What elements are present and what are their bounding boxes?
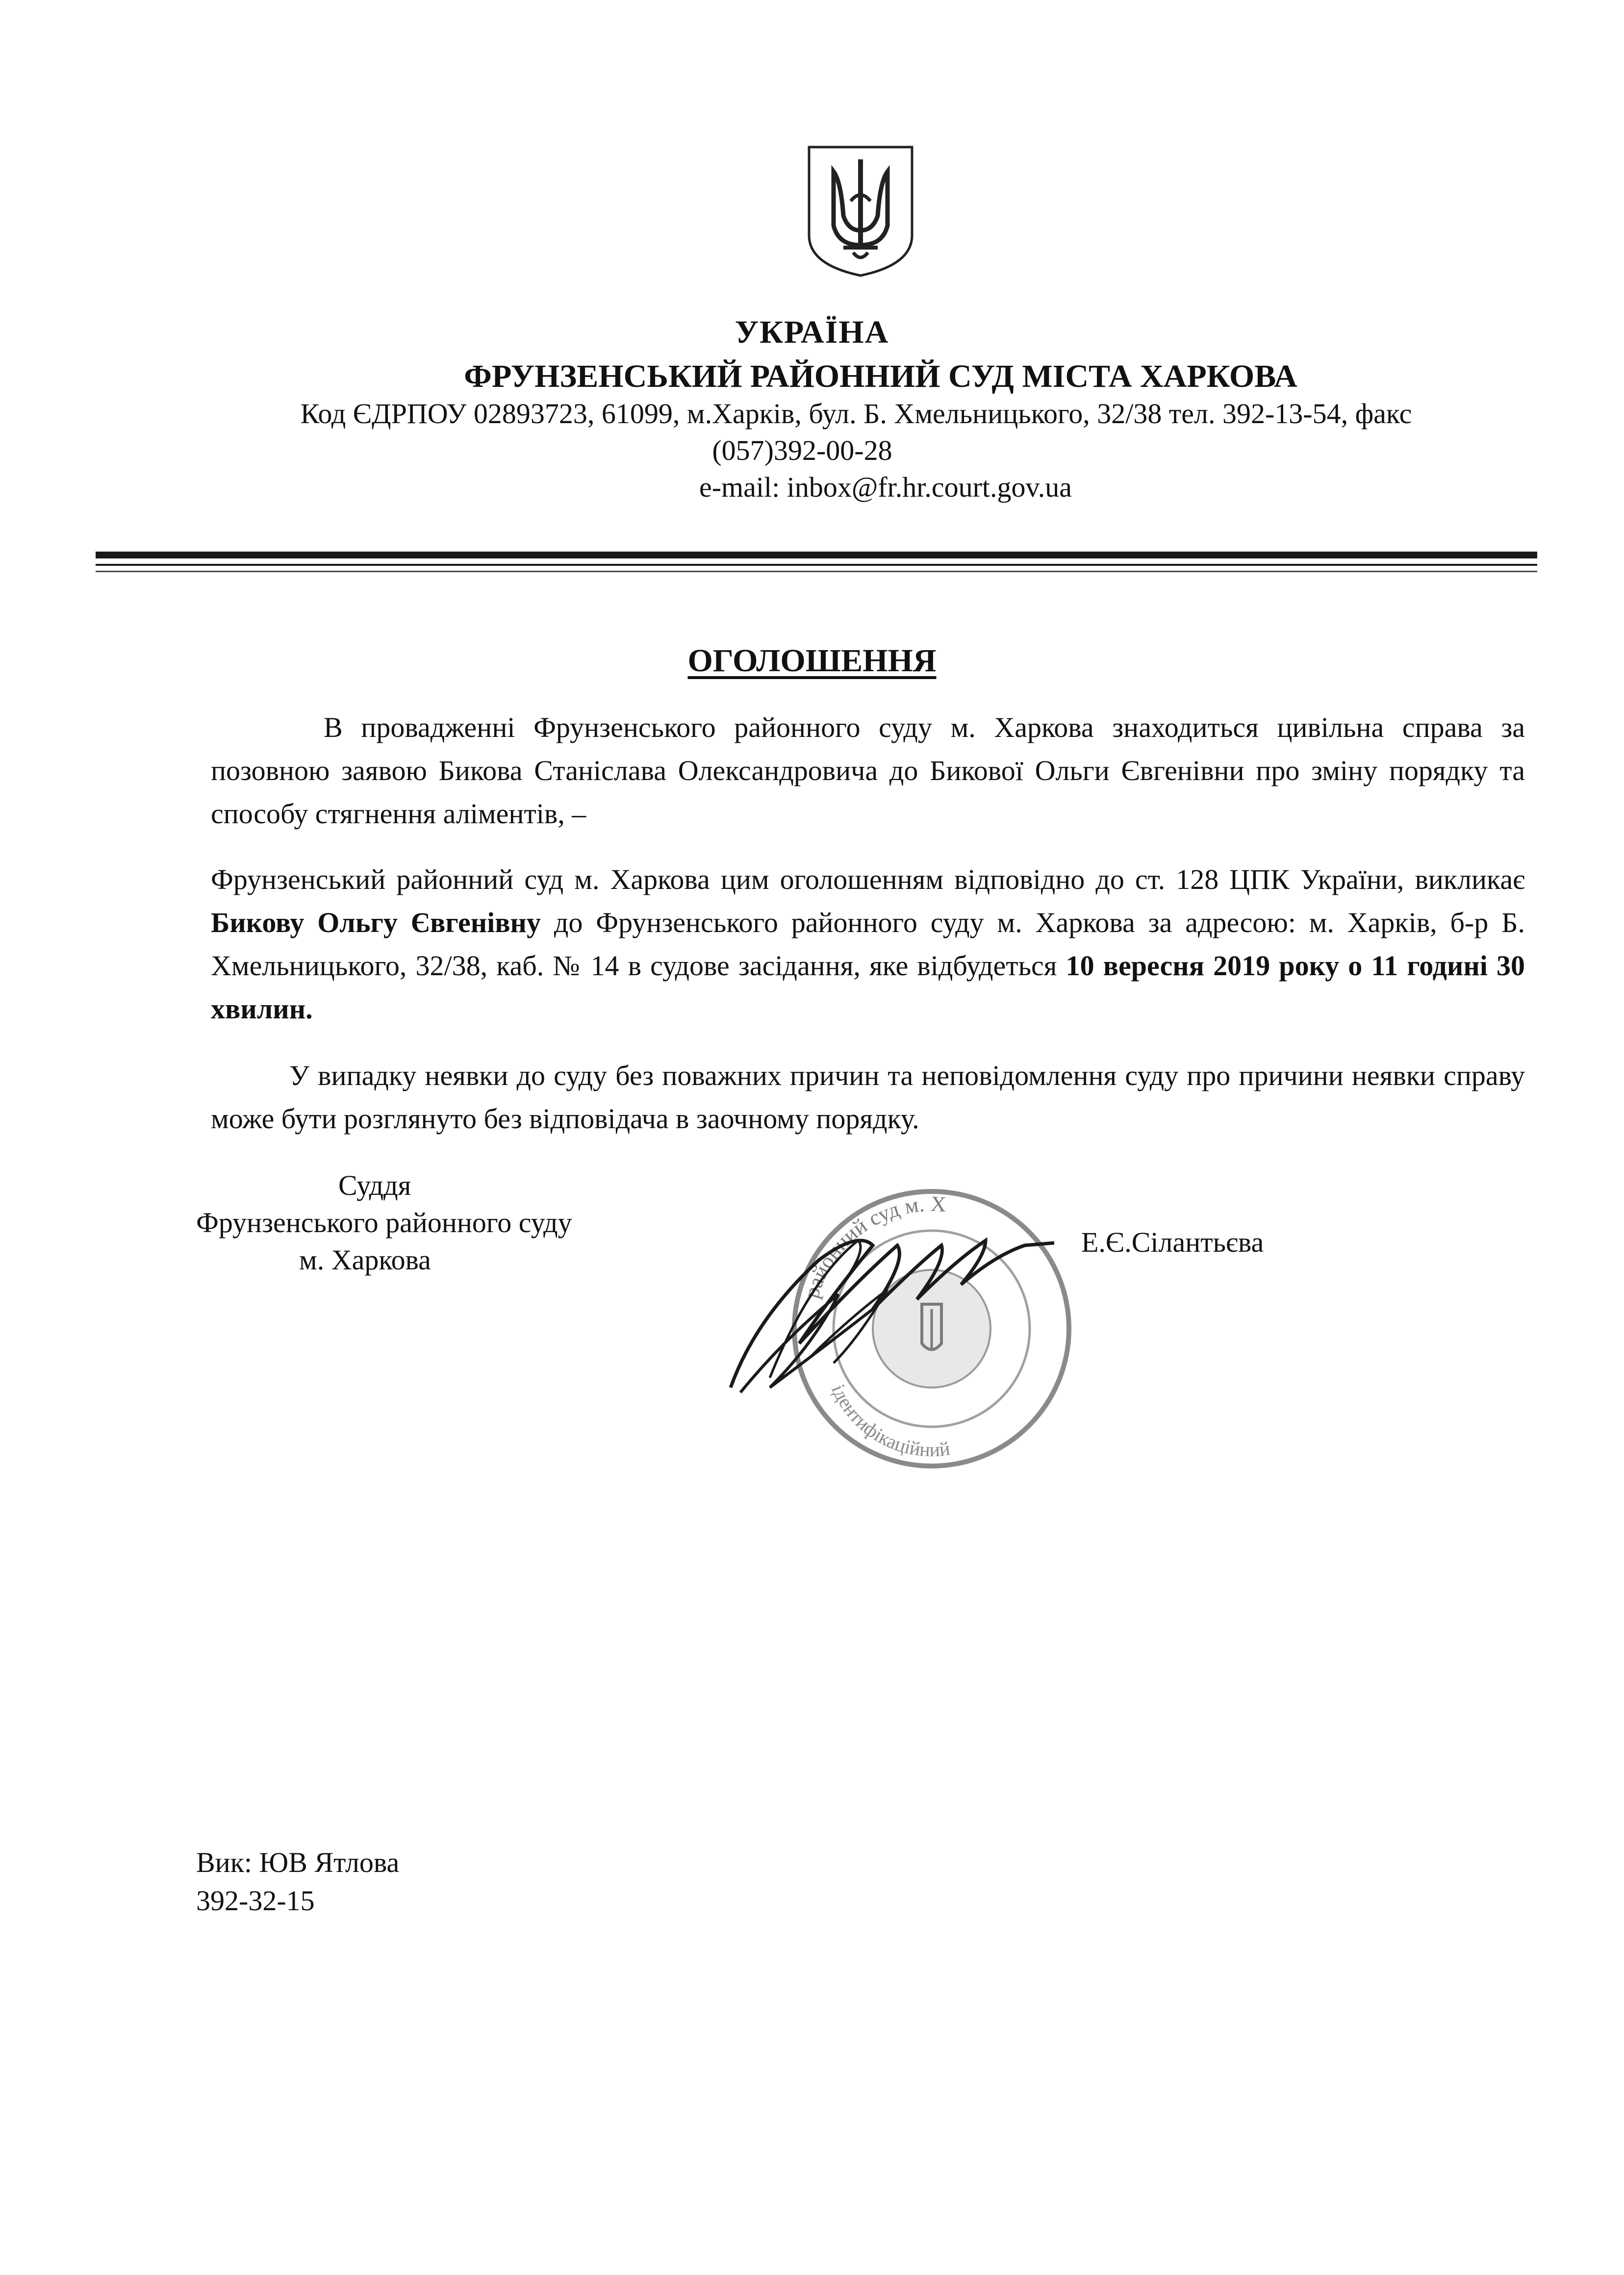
court-seal-with-signature-icon	[711, 1133, 1113, 1476]
header-divider-thin-2	[96, 571, 1537, 572]
announcement-paragraph-2	[211, 858, 1525, 1031]
judge-city: м. Харкова	[299, 1244, 431, 1276]
announcement-title: ОГОЛОШЕННЯ	[687, 643, 937, 679]
executor-phone: 392-32-15	[196, 1885, 315, 1917]
seal-text-top: районний суд м. Х	[799, 1191, 947, 1301]
header-country: УКРАЇНА	[735, 314, 889, 350]
defendant-name: Бикову Ольгу Євгенівну	[211, 907, 541, 938]
header-court-name: ФРУНЗЕНСЬКИЙ РАЙОННИЙ СУД МІСТА ХАРКОВА	[464, 358, 1297, 394]
paragraph-2-text-b: до Фрунзенського районного суду м. Харкова за адресою: м. Харків, б-р Б. Хмельницького, 32/38, каб. № 14 в судове засідання, яке відбудеться	[211, 907, 1525, 982]
judge-name: Е.Є.Сілантьєва	[1081, 1226, 1264, 1258]
svg-text:ідентифікаційний	[827, 1381, 951, 1461]
announcement-paragraph-1: В провадженні Фрунзенського районного суду м. Харкова знаходиться цивільна справа за позовною заявою Бикова Станіслава Олександровича до Бикової Ольги Євгенівни про зміну порядку та способу стягнення аліментів, –	[211, 711, 1525, 830]
header-email: e-mail: inbox@fr.hr.court.gov.ua	[699, 471, 1072, 503]
announcement-paragraph-3: У випадку неявки до суду без поважних причин та неповідомлення суду про причини неявки справу може бути розглянуто без відповідача в заочному порядку.	[211, 1060, 1525, 1135]
seal-text-bottom: ідентифікаційний	[827, 1381, 951, 1461]
header-divider-thin	[96, 564, 1537, 566]
paragraph-2-text-a: Фрунзенський районний суд м. Харкова цим оголошенням відповідно до ст. 128 ЦПК України, викликає	[211, 863, 1525, 895]
judge-court: Фрунзенського районного суду	[196, 1207, 572, 1239]
hearing-date: 10 вересня 2019 року о 11 годині 30 хвилин.	[211, 950, 1525, 1025]
judge-title: Суддя	[338, 1169, 411, 1201]
executor-name: Вик: ЮВ Ятлова	[196, 1846, 400, 1878]
judge-title-block	[196, 1167, 686, 1279]
executor-block	[196, 1844, 399, 1920]
header-address: Код ЄДРПОУ 02893723, 61099, м.Харків, бул. Б. Хмельницького, 32/38 тел. 392-13-54, факс	[300, 398, 1412, 430]
coat-of-arms-icon	[804, 142, 917, 279]
header-fax: (057)392-00-28	[712, 434, 892, 466]
header-divider	[96, 552, 1537, 558]
